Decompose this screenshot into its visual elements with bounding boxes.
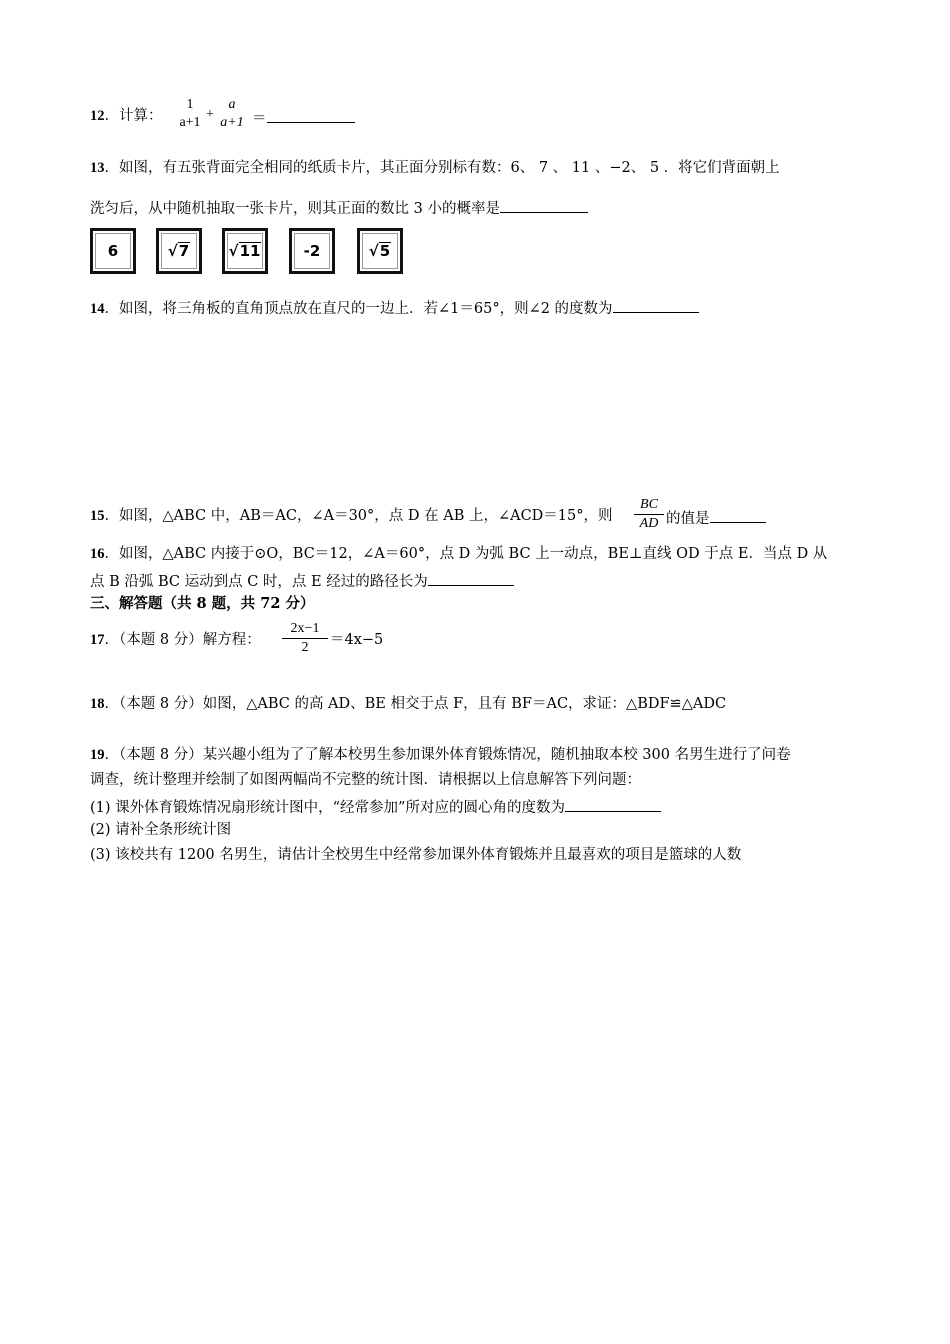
- question-text: 的值是: [666, 511, 710, 527]
- answer-blank[interactable]: [428, 569, 514, 586]
- number-card: [222, 228, 268, 274]
- answer-blank[interactable]: [500, 196, 588, 213]
- question-number: 19: [90, 747, 105, 763]
- fraction-denominator: a+1: [179, 115, 201, 130]
- number-card: [90, 228, 136, 274]
- question-text: ．如图，有五张背面完全相同的纸质卡片，其正面分别标有数：6、 7 、 11 、−2、 5 ．将它们背面朝上: [104, 160, 780, 176]
- question-18: [90, 694, 726, 714]
- fraction-denominator: a+1: [220, 115, 244, 130]
- answer-blank[interactable]: [565, 795, 661, 812]
- question-number: 13: [90, 160, 105, 176]
- question-text: 洗匀后，从中随机抽取一张卡片，则其正面的数比 3 小的概率是: [90, 201, 500, 217]
- question-number: 12: [90, 108, 105, 124]
- fraction-denominator: AD: [634, 514, 664, 533]
- question-14: [90, 296, 699, 319]
- question-15: [90, 506, 613, 526]
- equals-sign: ＝: [252, 111, 267, 127]
- question-number: 16: [90, 546, 105, 562]
- question-number: 15: [90, 508, 105, 524]
- answer-blank[interactable]: [710, 506, 766, 523]
- sqrt-expression: [369, 242, 391, 260]
- answer-blank[interactable]: [613, 296, 699, 313]
- radical-sign: √: [368, 242, 379, 260]
- question-15-tail: [666, 506, 766, 529]
- card-value: 6: [107, 242, 119, 260]
- fraction-bc-ad: [634, 496, 664, 533]
- fraction-numerator: a: [228, 97, 236, 112]
- fraction-numerator: BC: [640, 497, 658, 512]
- sqrt-expression: [229, 242, 262, 260]
- fraction-numerator: 2x−1: [290, 621, 320, 636]
- question-text: ．（本题 8 分）如图，△ABC 的高 AD、BE 相交于点 F，且有 BF＝AC，求证：△BDF≌△ADC: [104, 696, 727, 712]
- sqrt-expression: [168, 242, 190, 260]
- question-12: [90, 106, 163, 126]
- radical-sign: √: [228, 242, 239, 260]
- question-number: 14: [90, 301, 105, 317]
- answer-blank[interactable]: [267, 106, 355, 123]
- sub-question-2: (2) 请补全条形统计图: [90, 822, 232, 838]
- sub-question-3: (3) 该校共有 1200 名男生，请估计全校男生中经常参加课外体育锻炼并且最喜欢的项目是篮球的人数: [90, 847, 742, 863]
- plus-sign: +: [206, 107, 214, 122]
- question-13-line-2: [90, 196, 588, 219]
- section-heading: 三、解答题（共 8 题，共 72 分）: [90, 595, 315, 612]
- question-16-line-2: [90, 569, 514, 592]
- question-number: 18: [90, 696, 105, 712]
- card-value: 5: [379, 242, 391, 260]
- radical-sign: √: [167, 242, 178, 260]
- fraction-denominator: 2: [282, 638, 328, 657]
- card-value: 7: [178, 242, 190, 260]
- question-text: ．如图，将三角板的直角顶点放在直尺的一边上．若∠1＝65°，则∠2 的度数为: [104, 301, 613, 317]
- question-17: [90, 630, 261, 650]
- question-text: ．计算：: [104, 108, 163, 124]
- fraction-2: [214, 96, 250, 132]
- number-card: [289, 228, 335, 274]
- number-card: [156, 228, 202, 274]
- question-19-line-2: 调查，统计整理并绘制了如图两幅尚不完整的统计图．请根据以上信息解答下列问题：: [90, 772, 641, 788]
- number-card: [357, 228, 403, 274]
- card-value: -2: [303, 242, 321, 260]
- card-value: 11: [239, 242, 261, 260]
- equation-rhs: ＝4x−5: [330, 632, 384, 648]
- question-text: ．（本题 8 分）某兴趣小组为了了解本校男生参加课外体育锻炼情况，随机抽取本校 300 名男生进行了问卷: [104, 747, 791, 763]
- fraction-equation: [282, 620, 328, 657]
- equals-answer: [252, 106, 355, 129]
- question-text: ．（本题 8 分）解方程：: [104, 632, 261, 648]
- question-16-line-1: [90, 544, 827, 564]
- question-19-line-1: [90, 745, 791, 765]
- question-text: 点 B 沿弧 BC 运动到点 C 时，点 E 经过的路径长为: [90, 574, 428, 590]
- sub-question-1: [90, 795, 661, 818]
- question-number: 17: [90, 632, 105, 648]
- question-text: ．如图，△ABC 中，AB＝AC，∠A＝30°，点 D 在 AB 上，∠ACD＝15°，则: [104, 508, 613, 524]
- question-13-line-1: [90, 158, 780, 178]
- fraction-numerator: 1: [186, 97, 194, 112]
- question-text: ．如图，△ABC 内接于⊙O，BC＝12，∠A＝60°，点 D 为弧 BC 上一动点，BE⊥直线 OD 于点 E．当点 D 从: [104, 546, 828, 562]
- sub-question-text: (1) 课外体育锻炼情况扇形统计图中，“经常参加”所对应的圆心角的度数为: [90, 800, 565, 816]
